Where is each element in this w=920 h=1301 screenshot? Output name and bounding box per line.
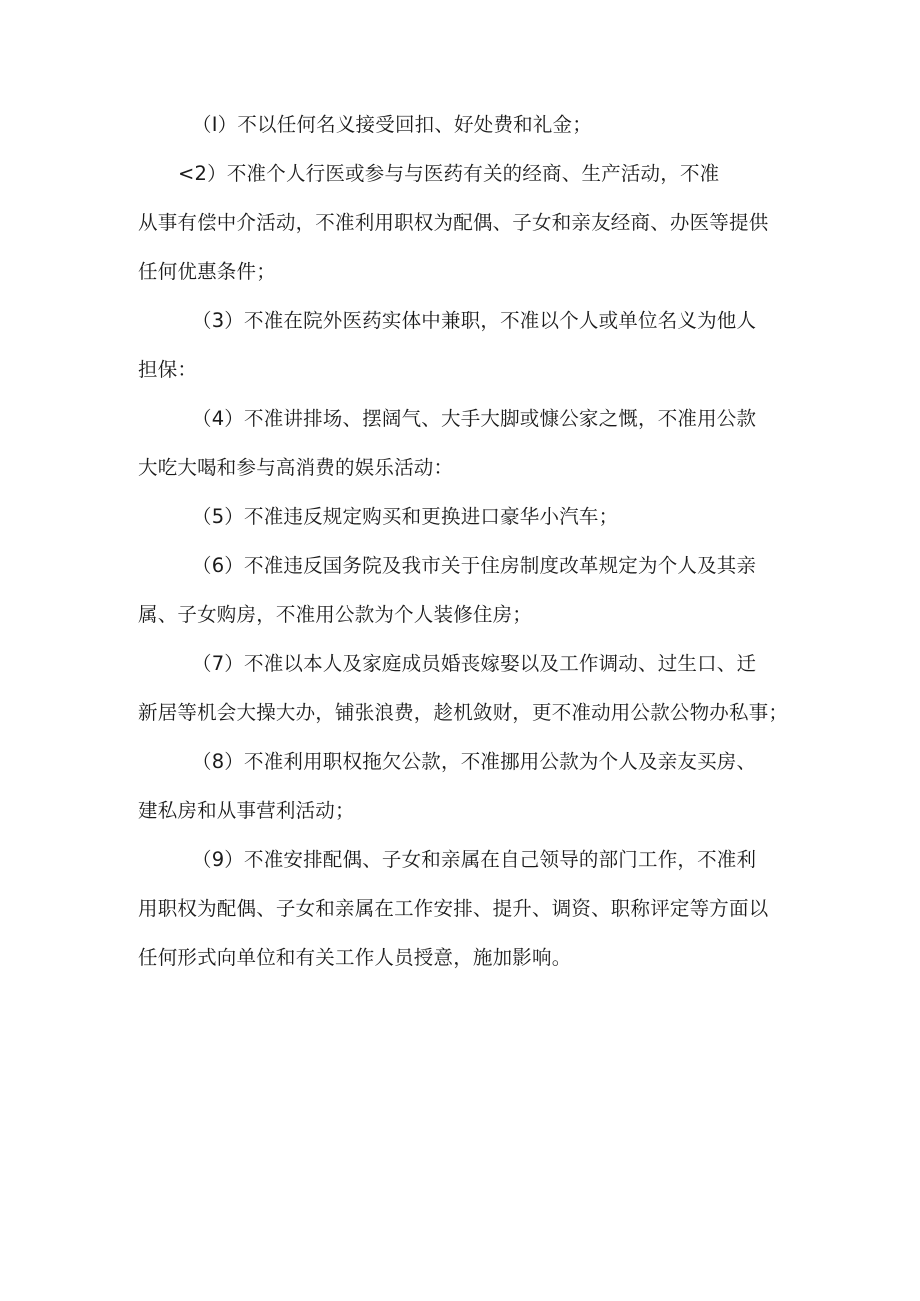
paragraph-item-2 — [138, 156, 798, 303]
paragraph-item-8 — [138, 744, 798, 842]
paragraph-line: <2）不准个人行医或参与与医药有关的经商、生产活动，不准 — [178, 162, 720, 185]
paragraph-line: 任何形式向单位和有关工作人员授意，施加影响。 — [138, 946, 572, 969]
paragraph-item-9 — [138, 842, 798, 989]
paragraph-line: （4）不准讲排场、摆阔气、大手大脚或慷公家之慨，不准用公款 — [192, 407, 757, 430]
paragraph-line: （9）不准安排配偶、子女和亲属在自己领导的部门工作，不准利 — [192, 848, 757, 871]
paragraph-item-7 — [138, 646, 798, 744]
paragraph-line: 大吃大喝和参与高消费的娱乐活动： — [138, 456, 454, 479]
paragraph-line: 建私房和从事营利活动； — [138, 799, 355, 822]
paragraph-item-5 — [138, 499, 798, 548]
paragraph-line: （7）不准以本人及家庭成员婚丧嫁娶以及工作调动、过生口、迁 — [192, 652, 757, 675]
paragraph-line: 任何优惠条件； — [138, 260, 276, 283]
paragraph-line: （5）不准违反规定购买和更换进口豪华小汽车； — [192, 505, 619, 528]
paragraph-line: 新居等机会大操大办，铺张浪费，趁机敛财，更不准动用公款公物办私事； — [138, 701, 789, 724]
paragraph-item-1 — [138, 107, 798, 156]
paragraph-line: 用职权为配偶、子女和亲属在工作安排、提升、调资、职称评定等方面以 — [138, 897, 769, 920]
paragraph-line: 担保： — [138, 358, 198, 381]
paragraph-line: 从事有偿中介活动，不准利用职权为配偶、子女和亲友经商、办医等提供 — [138, 211, 769, 234]
paragraph-line: 属、子女购房，不准用公款为个人装修住房； — [138, 603, 533, 626]
paragraph-line: （8）不准利用职权拖欠公款，不准挪用公款为个人及亲友买房、 — [192, 750, 757, 773]
paragraph-item-6 — [138, 548, 798, 646]
paragraph-line: （I）不以任何名义接受回扣、好处费和礼金； — [192, 113, 592, 136]
paragraph-item-4 — [138, 401, 798, 499]
paragraph-line: （3）不准在院外医药实体中兼职，不准以个人或单位名义为他人 — [192, 309, 757, 332]
paragraph-line: （6）不准违反国务院及我市关于住房制度改革规定为个人及其亲 — [192, 554, 757, 577]
paragraph-item-3 — [138, 303, 798, 401]
